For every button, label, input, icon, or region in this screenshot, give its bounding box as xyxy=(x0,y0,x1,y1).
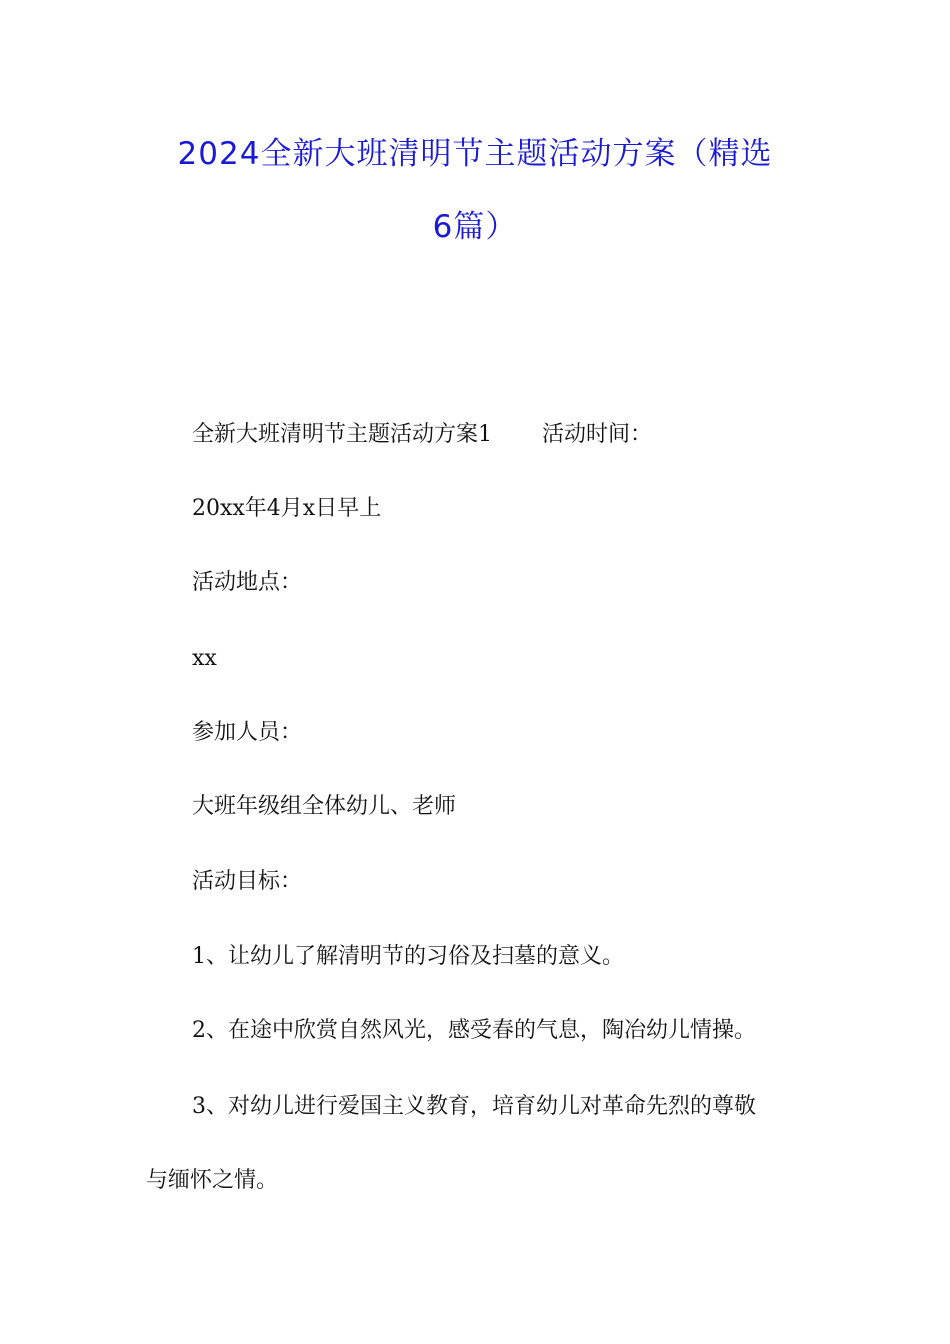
participants-value: 大班年级组全体幼儿、老师 xyxy=(192,794,457,819)
goal-item-3: 3、对幼儿进行爱国主义教育，培育幼儿对革命先烈的尊敬 xyxy=(192,1094,756,1119)
document-title-line-2: 6篇） xyxy=(432,209,518,245)
goal-item-3-continuation: 与缅怀之情。 xyxy=(146,1168,279,1193)
activity-goals-label: 活动目标： xyxy=(192,869,303,894)
goal-item-2: 2、在途中欣赏自然风光，感受春的气息，陶冶幼儿情操。 xyxy=(192,1018,756,1043)
activity-place-value: xx xyxy=(192,646,217,671)
goal-item-1: 1、让幼儿了解清明节的习俗及扫墓的意义。 xyxy=(192,944,624,969)
section-1-heading: 全新大班清明节主题活动方案1 xyxy=(192,422,492,447)
activity-place-label: 活动地点： xyxy=(192,570,303,595)
participants-label: 参加人员： xyxy=(192,720,303,745)
activity-time-label: 活动时间： xyxy=(542,422,653,447)
document-title-line-1: 2024全新大班清明节主题活动方案（精选 xyxy=(177,136,773,172)
section-heading-row xyxy=(192,420,652,450)
activity-time-value: 20xx年4月x日早上 xyxy=(192,496,382,521)
